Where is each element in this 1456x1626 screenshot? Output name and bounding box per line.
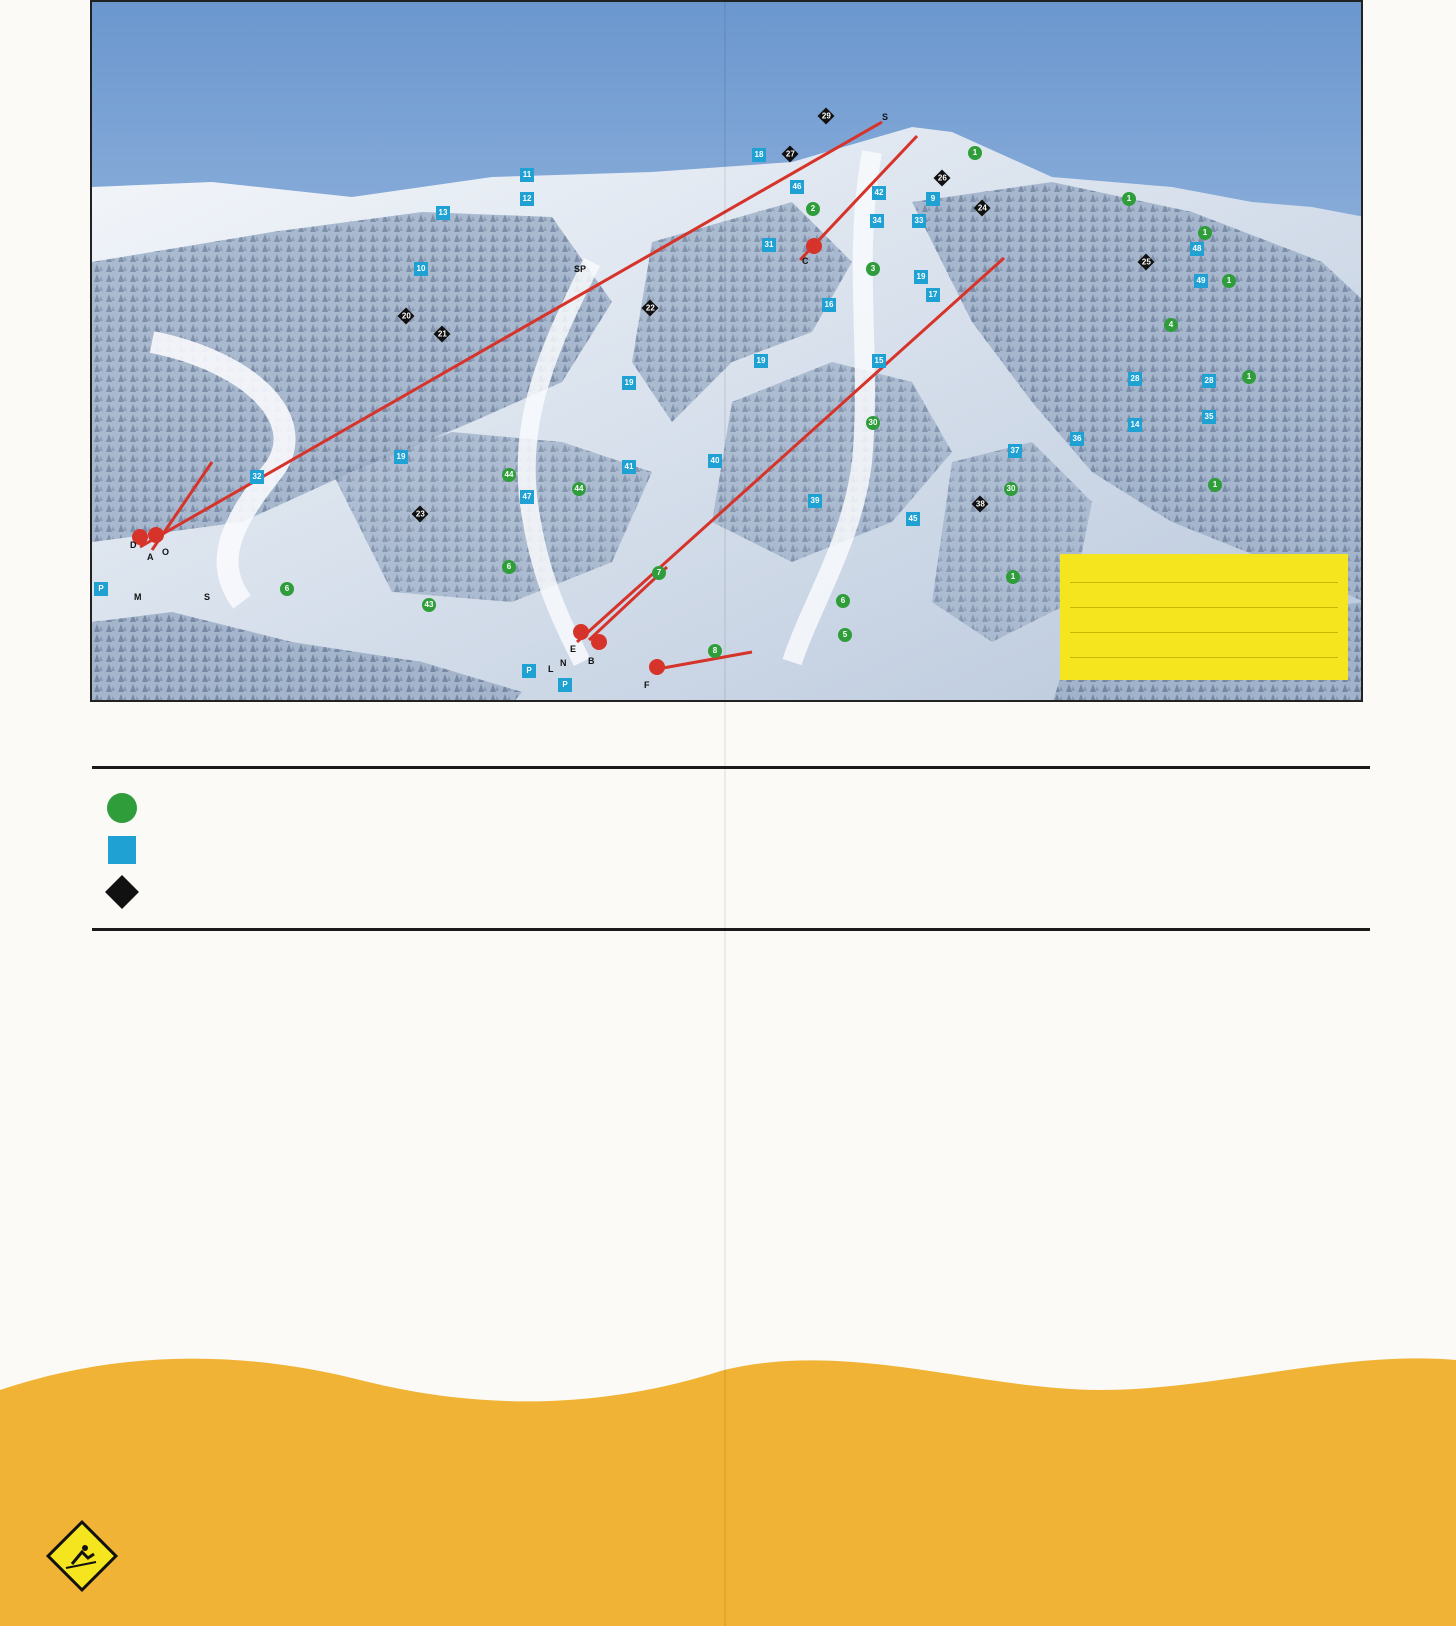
map-marker-43: 43 xyxy=(422,598,436,612)
map-marker-17: 17 xyxy=(926,288,940,302)
map-marker-3: 3 xyxy=(866,262,880,276)
map-marker-35: 35 xyxy=(1202,410,1216,424)
map-marker-1: 1 xyxy=(968,146,982,160)
map-marker-1f: 1 xyxy=(1122,192,1136,206)
map-marker-38: 38 xyxy=(972,496,989,513)
map-marker-23: 23 xyxy=(412,506,429,523)
map-lift-b: B xyxy=(588,656,595,666)
map-marker-24: 24 xyxy=(974,200,991,217)
map-marker-14: 14 xyxy=(1128,418,1142,432)
map-marker-29: 29 xyxy=(818,108,835,125)
map-marker-18: 18 xyxy=(752,148,766,162)
map-marker-10: 10 xyxy=(414,262,428,276)
fold-line xyxy=(724,0,726,1626)
map-marker-30b: 30 xyxy=(1004,482,1018,496)
elevation-row xyxy=(1070,657,1338,682)
map-marker-19c: 19 xyxy=(914,270,928,284)
elevation-row xyxy=(1070,582,1338,607)
map-marker-19d: 19 xyxy=(754,354,768,368)
map-lift-o: O xyxy=(162,547,170,557)
map-lift-n: N xyxy=(560,658,567,668)
map-marker-parking-b: P xyxy=(522,664,536,678)
map-marker-34: 34 xyxy=(870,214,884,228)
code-subtitle xyxy=(46,1477,466,1498)
map-marker-2: 2 xyxy=(806,202,820,216)
map-marker-1d: 1 xyxy=(1222,274,1236,288)
map-marker-1b: 1 xyxy=(1242,370,1256,384)
map-marker-8: 8 xyxy=(708,644,722,658)
map-marker-44b: 44 xyxy=(572,482,586,496)
map-marker-42: 42 xyxy=(872,186,886,200)
elevation-title xyxy=(1070,558,1338,582)
map-marker-41: 41 xyxy=(622,460,636,474)
trail-map xyxy=(90,0,1363,702)
map-marker-37: 37 xyxy=(1008,444,1022,458)
legend-more-difficult xyxy=(106,834,158,866)
map-marker-11: 11 xyxy=(520,168,534,182)
map-marker-13: 13 xyxy=(436,206,450,220)
map-marker-7: 7 xyxy=(652,566,666,580)
map-marker-45: 45 xyxy=(906,512,920,526)
map-marker-31: 31 xyxy=(762,238,776,252)
map-marker-16: 16 xyxy=(822,298,836,312)
map-marker-19b: 19 xyxy=(394,450,408,464)
map-marker-26: 26 xyxy=(934,170,951,187)
map-lift-s3: S xyxy=(882,112,889,122)
map-marker-22: 22 xyxy=(642,300,659,317)
map-marker-27: 27 xyxy=(782,146,799,163)
map-lift-m: M xyxy=(134,592,142,602)
legend-easiest xyxy=(106,792,158,824)
legend-most-difficult xyxy=(106,876,158,908)
map-marker-6c: 6 xyxy=(836,594,850,608)
tagline xyxy=(0,714,1456,745)
map-marker-1e: 1 xyxy=(1198,226,1212,240)
map-marker-40: 40 xyxy=(708,454,722,468)
map-marker-30: 30 xyxy=(866,416,880,430)
elevation-table xyxy=(1060,554,1348,680)
map-marker-46: 46 xyxy=(790,180,804,194)
map-lift-f: F xyxy=(644,680,650,690)
map-marker-44: 44 xyxy=(502,468,516,482)
map-marker-21: 21 xyxy=(434,326,451,343)
map-lift-e: E xyxy=(570,644,577,654)
green-circle-icon xyxy=(106,792,138,824)
map-marker-6b: 6 xyxy=(280,582,294,596)
map-lift-l: L xyxy=(548,664,554,674)
map-lift-c: C xyxy=(802,256,809,266)
map-marker-39: 39 xyxy=(808,494,822,508)
elevation-row xyxy=(1070,607,1338,632)
map-marker-4: 4 xyxy=(1164,318,1178,332)
map-marker-parking: P xyxy=(94,582,108,596)
map-marker-12: 12 xyxy=(520,192,534,206)
map-marker-28: 28 xyxy=(1128,372,1142,386)
map-lift-s2: S xyxy=(574,264,581,274)
map-marker-33: 33 xyxy=(912,214,926,228)
be-aware-skier-icon xyxy=(44,1518,120,1594)
map-marker-49: 49 xyxy=(1194,274,1208,288)
map-marker-25: 25 xyxy=(1138,254,1155,271)
map-marker-48: 48 xyxy=(1190,242,1204,256)
divider xyxy=(92,928,1370,931)
map-marker-9: 9 xyxy=(926,192,940,206)
map-marker-parking-c: P xyxy=(558,678,572,692)
map-lift-a: A xyxy=(147,552,154,562)
map-lift-s: S xyxy=(204,592,211,602)
elevation-row xyxy=(1070,632,1338,657)
map-marker-5: 5 xyxy=(838,628,852,642)
map-marker-28b: 28 xyxy=(1202,374,1216,388)
blue-square-icon xyxy=(106,834,138,866)
map-lift-p: P xyxy=(580,264,587,274)
map-marker-19: 19 xyxy=(622,376,636,390)
map-marker-1c: 1 xyxy=(1208,478,1222,492)
map-marker-47: 47 xyxy=(520,490,534,504)
map-marker-6: 6 xyxy=(502,560,516,574)
map-marker-1g: 1 xyxy=(1006,570,1020,584)
map-marker-36: 36 xyxy=(1070,432,1084,446)
map-lift-d: D xyxy=(130,540,137,550)
map-marker-20: 20 xyxy=(398,308,415,325)
map-marker-15: 15 xyxy=(872,354,886,368)
map-marker-32: 32 xyxy=(250,470,264,484)
black-diamond-icon xyxy=(106,876,138,908)
upper-base-info xyxy=(366,838,384,864)
lower-base-info xyxy=(366,880,384,906)
divider xyxy=(92,766,1370,769)
